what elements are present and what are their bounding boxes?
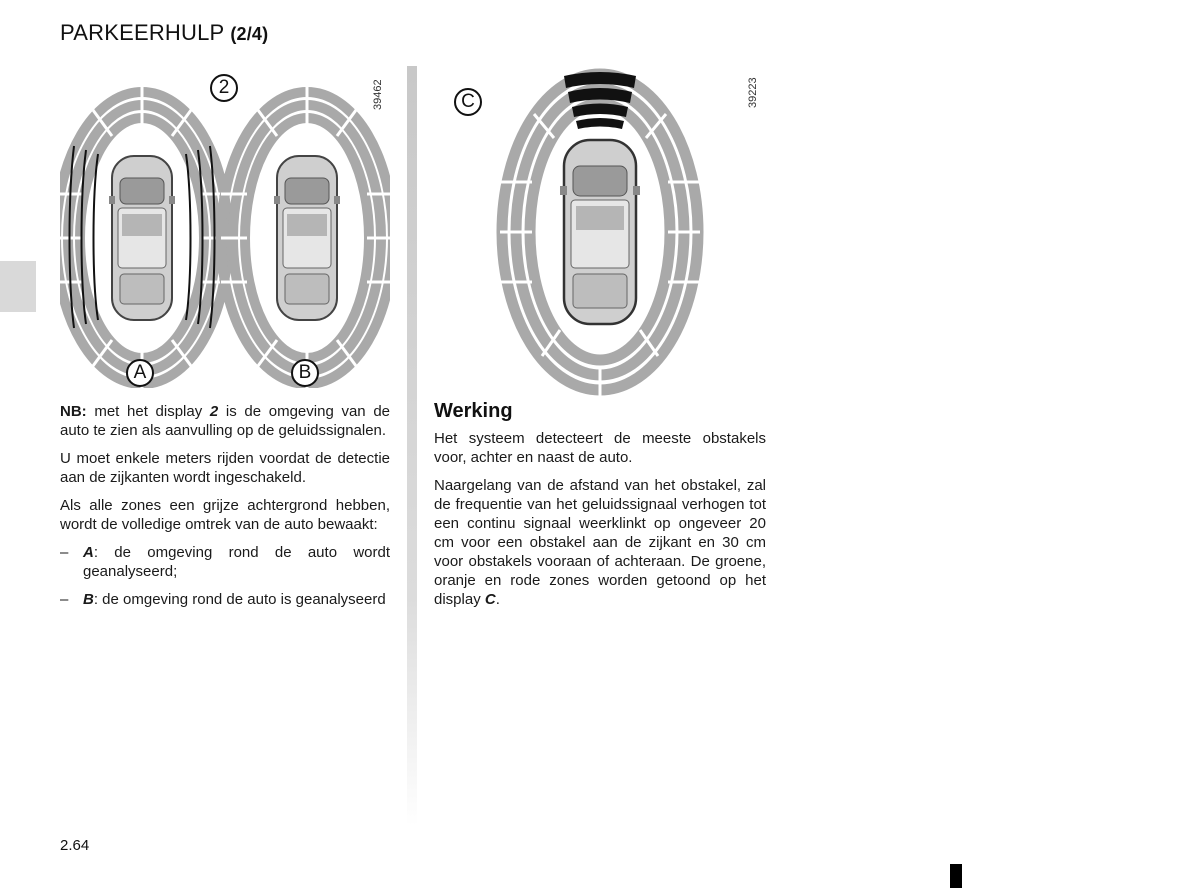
list-dash: – — [60, 591, 69, 608]
figure-reference-code: 39462 — [372, 79, 384, 110]
list-item — [60, 590, 390, 609]
paragraph-side-detection: U moet enkele meters rijden voordat de detectie aan de zijkanten wordt ingeschakeld. — [60, 450, 390, 486]
figure-displays-a-b — [60, 66, 390, 388]
figure-display-c — [434, 66, 768, 396]
parking-display-c-illustration — [434, 66, 768, 396]
right-text-column — [434, 402, 766, 618]
title-main: PARKEERHULP — [60, 20, 224, 45]
list-item-text: : de omgeving rond de auto is geanalyseerd — [93, 591, 386, 608]
section-heading: Werking — [434, 400, 513, 422]
paragraph-frequency — [434, 476, 766, 609]
page-number: 2.64 — [60, 837, 90, 854]
display-2-marker: 2 — [210, 74, 238, 102]
list-dash: – — [60, 544, 69, 561]
nb-paragraph — [60, 402, 390, 440]
nb-text-part-1: met het display — [86, 403, 210, 420]
display-c-ref: C — [484, 591, 496, 608]
list-item-label: A — [83, 544, 94, 561]
page-title — [60, 20, 268, 46]
paragraph-detection: Het systeem detecteert de meeste obstakels voor, achter en naast de auto. — [434, 430, 766, 466]
section-tab — [0, 261, 36, 312]
display-a-zones — [60, 86, 228, 388]
title-page-index: (2/4) — [230, 24, 269, 44]
label-b-marker: B — [291, 359, 319, 387]
label-a-marker: A — [126, 359, 154, 387]
parking-display-illustration — [60, 66, 390, 388]
nb-text-part-2: is de omgeving van de auto te zien als aanvulling op de geluidssignalen. — [60, 403, 390, 439]
print-marker — [950, 864, 962, 888]
display-b-zones — [221, 86, 390, 388]
zone-state-list — [60, 543, 390, 609]
list-item — [60, 543, 390, 581]
column-divider — [407, 66, 417, 826]
frequency-text-end: . — [495, 591, 500, 608]
paragraph-grey-zones: Als alle zones een grijze achtergrond hebben, wordt de volledige omtrek van de auto bewaakt: — [60, 497, 390, 533]
nb-label: NB: — [60, 403, 87, 420]
figure-reference-code-c: 39223 — [747, 77, 759, 108]
frequency-text: Naargelang van de afstand van het obstakel, zal de frequentie van het geluidssignaal verhogen tot een continu signaal weerklinkt op ongeveer 20 cm voor een obstakel aan de zijkant en 30 cm voor obstakels vooraan of achteraan. De groene, oranje en rode zones worden getoond op het display — [434, 477, 766, 608]
list-item-text: : de omgeving rond de auto wordt geanalyseerd; — [83, 544, 390, 580]
display-c-marker: C — [454, 88, 482, 116]
list-item-label: B — [83, 591, 94, 608]
left-text-column — [60, 402, 390, 618]
nb-display-ref: 2 — [209, 403, 219, 420]
